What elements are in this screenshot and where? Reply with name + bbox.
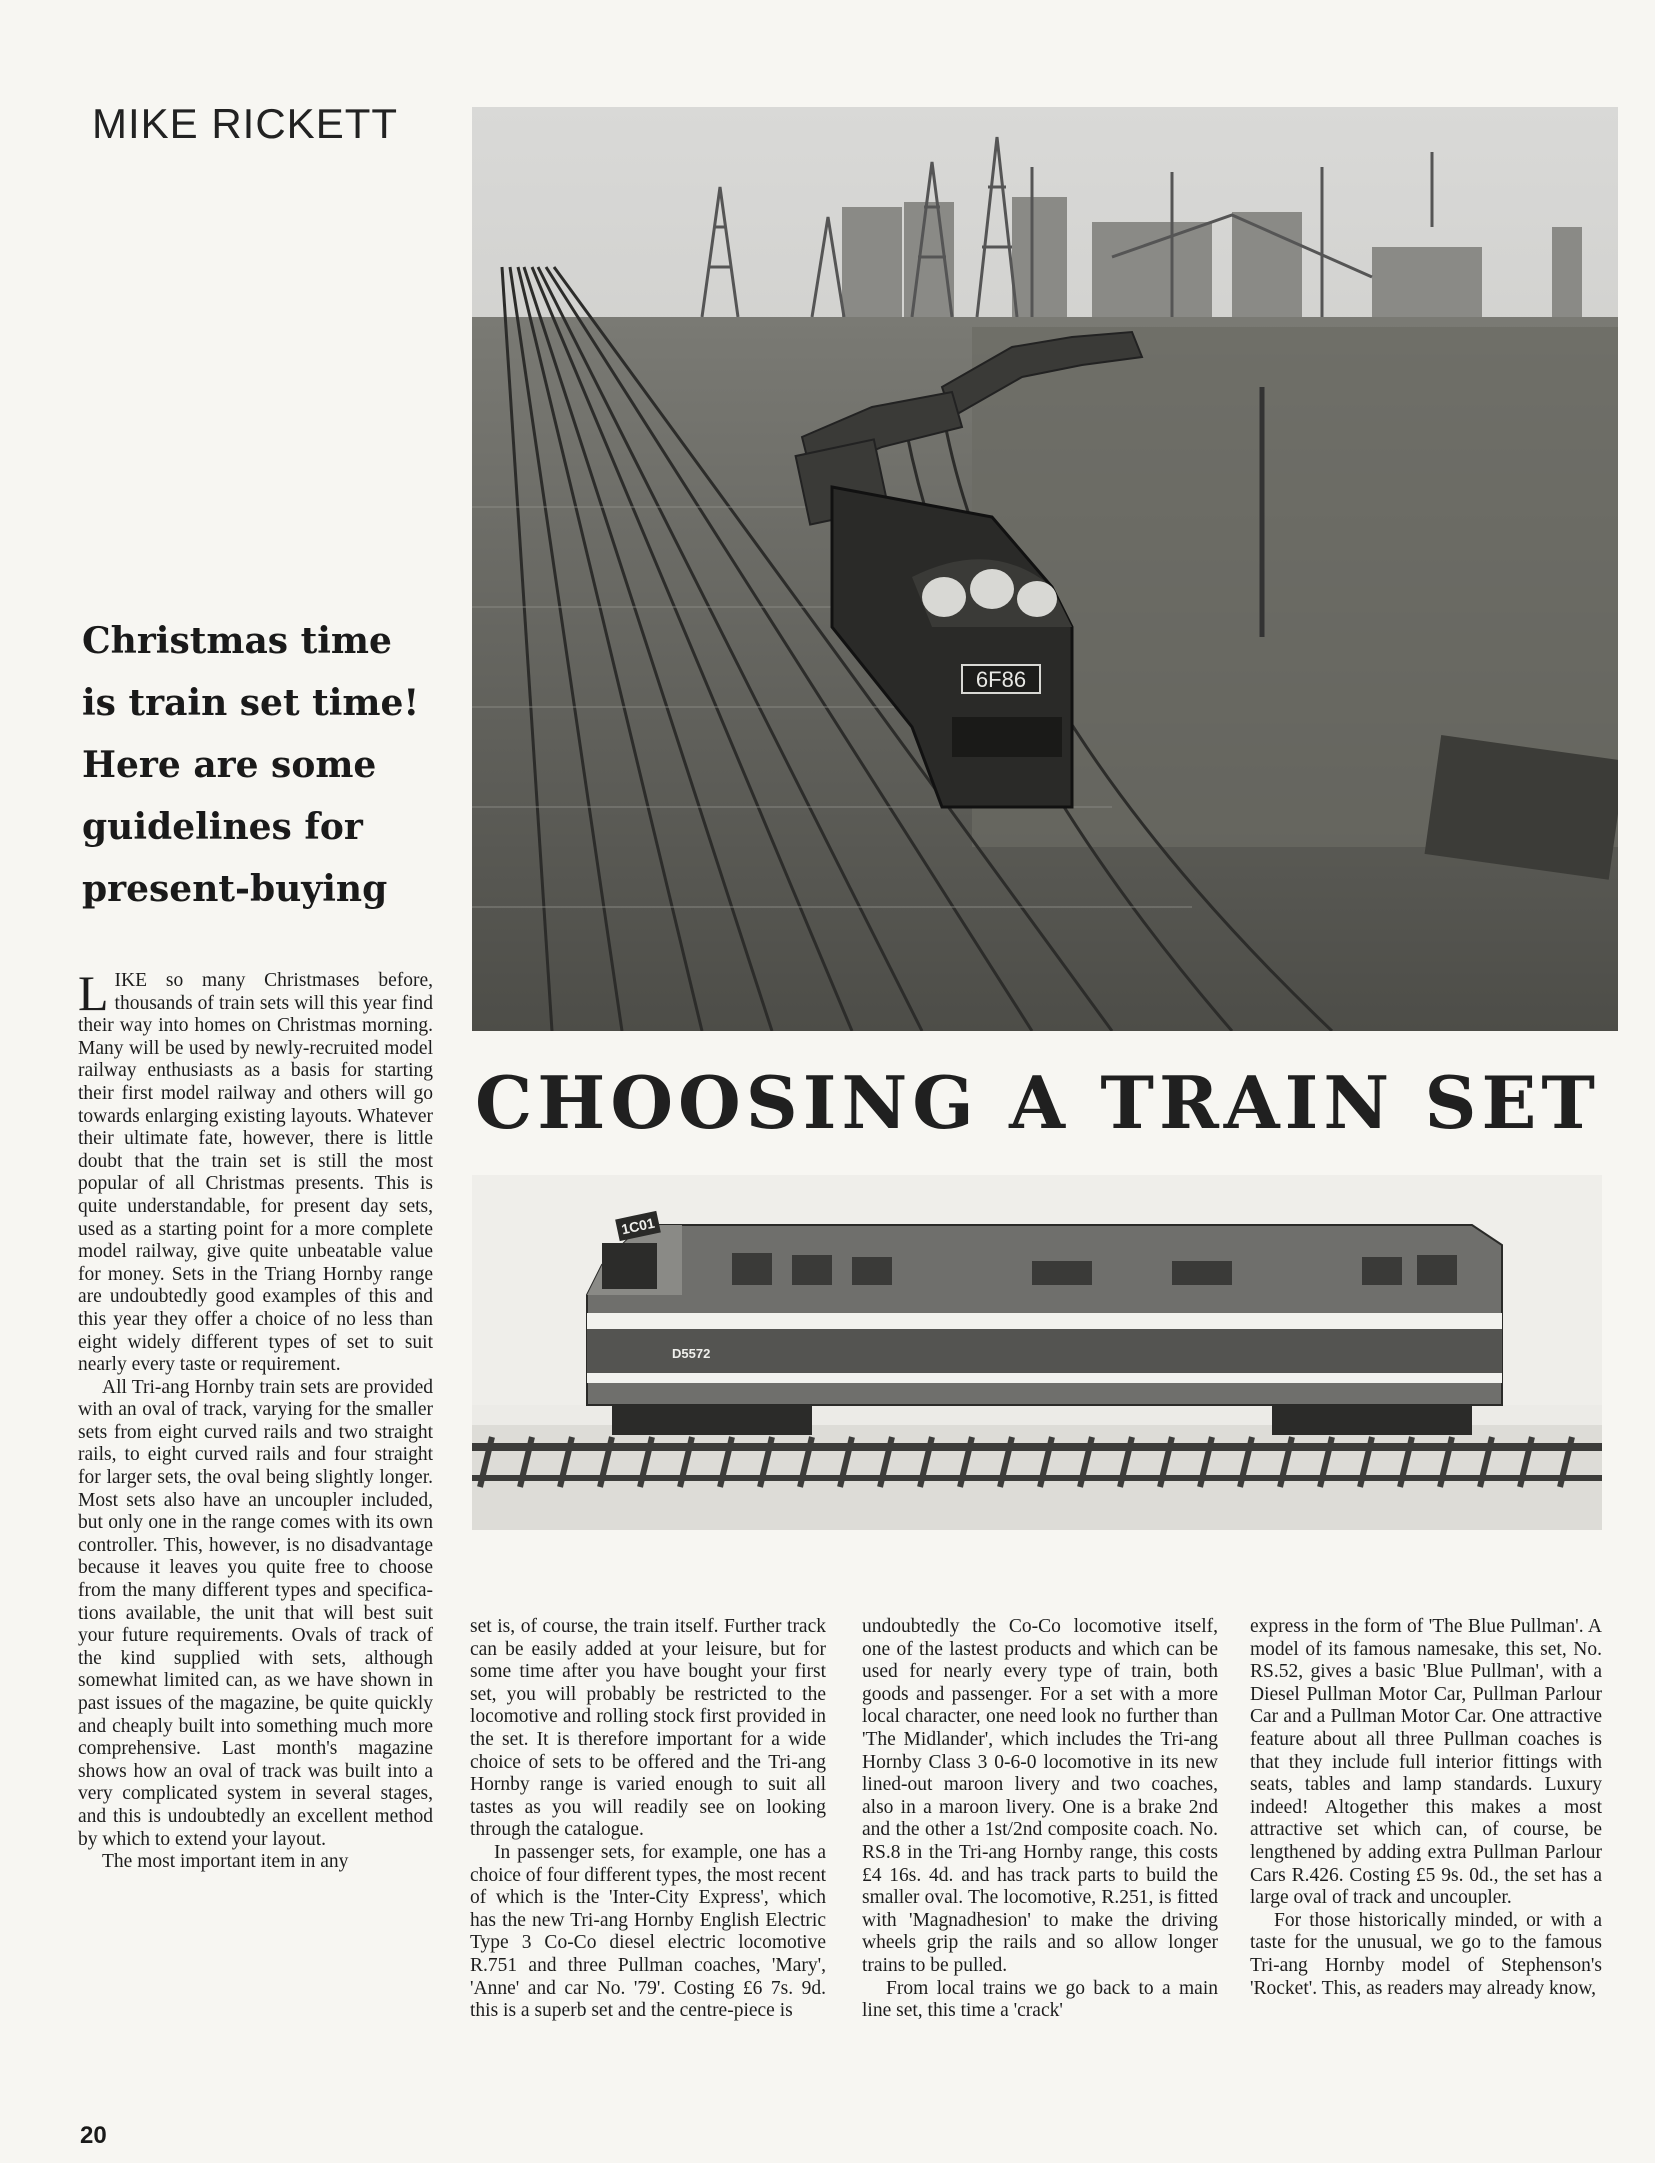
deck-line: Christmas time (82, 620, 392, 662)
text-column-1 (78, 965, 433, 1874)
paragraph: In passenger sets, for example, one has a choice of four different types, the most recent of which is the 'Inter-City Express', which has the new Tri-ang Hornby English Electric Type 3 Co-Co diesel electric locomotive R.751 and three Pullman coaches, 'Mary', 'Anne' and car No. '79'. Costing £6 7s. 9d. this is a superb set and the centre-piece is (470, 1841, 826, 2022)
text-column-3 (862, 1616, 1218, 2023)
paragraph: undoubtedly the Co-Co locomotive itself, one of the lastest products and which can be used for nearly every type of train, both goods and passenger. For a set with a more local character, one need look no further than 'The Midlander', which includes the Tri-ang Hornby Class 3 0-6-0 locomotive in its new lined-out maroon livery and two coaches, also in a maroon livery. One is a brake 2nd and the other a 1st/2nd composite coach. No. RS.8 in the Tri-ang Hornby range, this costs £4 16s. 4d. and has track parts to build the smaller oval. The locomotive, R.251, is fitted with 'Magnadhesion' to make the driving wheels grip the rails and so allow longer trains to be pulled. (862, 1616, 1218, 1976)
paragraph: The most important item in any (102, 1851, 349, 1873)
deck-line: is train set time! (82, 682, 420, 724)
headcode-text: 6F86 (975, 667, 1027, 692)
text-column-4 (1250, 1616, 1602, 2000)
text-column-2 (470, 1616, 826, 2023)
paragraph-text: IKE so many Christmases before, thousands of train sets will this year find their way into homes on Christmas morning. Many will be used by newly-recruited model railway enthusiasts as a basis for starting their first model railway and others will go towards enlarging existing layouts. Whatever their ultimate fate, however, there is little doubt that the train set is still the most popular of all Christmas presents. This is quite understandable, for present day sets, used as a starting point for a more complete model railway, give quite unbeatable value for money. Sets in the Triang Hornby range are undoubtedly good examples of this and this year they offer a choice of no less than eight widely different types of set to suit nearly every taste or requirement. (78, 970, 433, 1376)
deck-line: present-buying (82, 868, 388, 910)
author-byline: MIKE RICKETT (92, 100, 399, 147)
nose-code-text: 1C01 (619, 1214, 657, 1238)
drop-cap: L (78, 965, 109, 1021)
paragraph: set is, of course, the train itself. Further track can be easily added at your leisure, but for some time after you have bought your first set, you will probably be restricted to the locomotive and rolling stock first provided in the set. It is therefore important for a wide choice of sets to be offered and the Tri-ang Hornby range is varied enough to suit all tastes as you will readily see on looking through the catalogue. (470, 1616, 826, 1841)
paragraph: For those historically minded, or with a taste for the unusual, we go to the famous Tri-ang Hornby model of Stephenson's 'Rocket'. This, as readers may already know, (1250, 1909, 1602, 1999)
paragraph: All Tri-ang Hornby train sets are provided with an oval of track, varying for the smaller sets from eight curved rails and two straight rails, to eight curved rails and four straight for larger sets, the oval being slightly longer. Most sets also have an uncoupler included, but only one in the range comes with its own controller. This, however, is no disadvantage because it leaves you quite free to choose from the many different types and specifications available, the unit that will best suit your future requirements. Ovals of track of the kind supplied with sets, although somewhat limited can, as we have shown in past issues of the magazine, be quite quickly and cheaply built into something much more comprehensive. Last month's magazine shows how an oval of track was built into a very complicated system in several stages, and this is undoubtedly an excellent method by which to extend your layout. (78, 1376, 433, 1850)
top-photo-diesel-freight (472, 107, 1618, 1031)
model-locomotive-photo (472, 1175, 1602, 1530)
article-headline: CHOOSING A TRAIN SET (475, 1060, 1600, 1145)
paragraph: express in the form of 'The Blue Pullman'. A model of its famous namesake, this set, No. RS.52, gives a basic 'Blue Pullman', with a Diesel Pullman Motor Car, Pullman Parlour Car and a Pullman Motor Car. One attractive feature about all three Pullman coaches is that they include full interior fittings with seats, tables and lamp standards. Luxury indeed! Altogether this makes a most attractive set which can, of course, be lengthened by adding extra Pullman Parlour Cars R.426. Costing £5 9s. 0d., the set has a large oval of track and uncoupler. (1250, 1616, 1602, 1909)
paragraph: From local trains we go back to a main line set, this time a 'crack' (862, 1977, 1218, 2022)
article-deck (82, 610, 442, 920)
loco-number-text: D5572 (672, 1346, 711, 1361)
page-number: 20 (80, 2122, 107, 2149)
deck-line: Here are some (82, 744, 377, 786)
paragraph (78, 965, 433, 1377)
deck-line: guidelines for (82, 806, 363, 848)
